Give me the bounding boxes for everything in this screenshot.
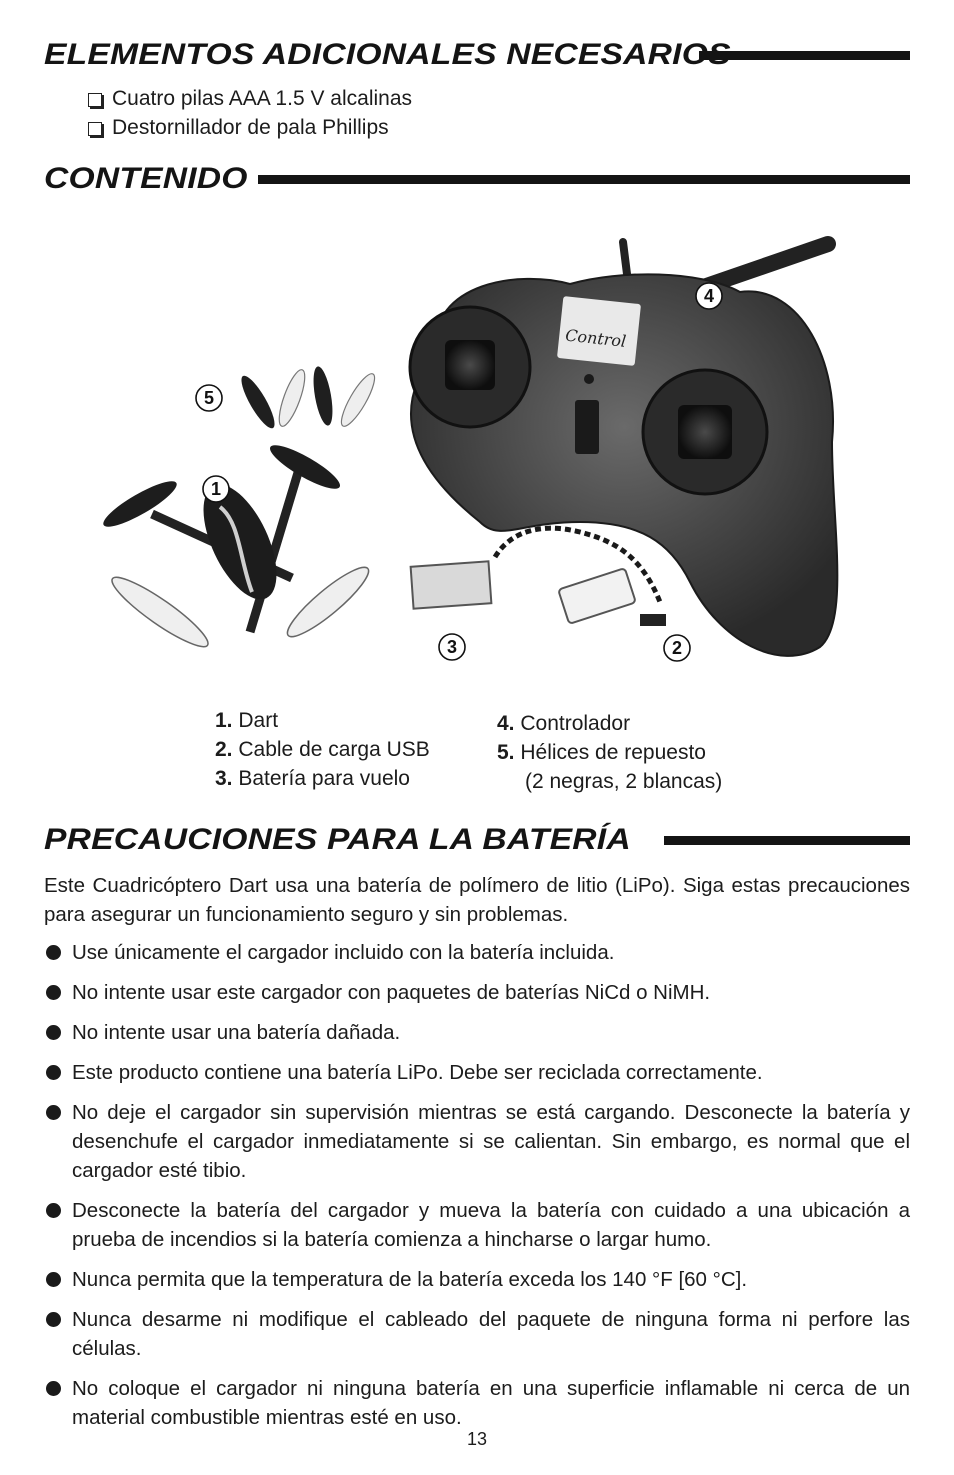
list-item: Desconecte la batería del cargador y mueva la batería con cuidado a una ubicación a prueba de incendios si la batería comienza a hincharse o largar humo. [44,1196,910,1254]
list-item [88,113,412,142]
bullet-icon [46,1065,61,1080]
battery-intro: Este Cuadricóptero Dart usa una batería de polímero de litio (LiPo). Siga estas precauciones para asegurar un funcionamiento seguro y sin problemas. [44,874,910,926]
list-item: No intente usar este cargador con paquetes de baterías NiCd o NiMH. [44,978,910,1007]
list-item-text: Destornillador de pala Phillips [112,116,389,139]
list-item: Use únicamente el cargador incluido con la batería incluida. [44,938,910,967]
page-number: 13 [466,1429,488,1449]
legend-item: 4. Controlador [497,712,631,735]
product-photo [80,222,850,692]
bullet-icon [46,1025,61,1040]
callout-2: 2 [671,638,683,658]
heading-rule [664,836,910,845]
legend-item: (2 negras, 2 blancas) [525,770,723,793]
list-item: No intente usar una batería dañada. [44,1018,910,1047]
callout-1: 1 [210,479,222,499]
bullet-icon [46,1272,61,1287]
callout-3: 3 [446,637,458,657]
callout-5: 5 [203,388,215,408]
quadcopter-image [99,438,376,655]
controller-brand-label: Control [564,325,628,351]
bullet-icon [46,945,61,960]
list-item [88,84,412,113]
legend-left [215,706,430,793]
checkbox-icon [88,93,102,107]
legend-right [497,709,722,796]
heading-additional-title: ELEMENTOS ADICIONALES NECESARIOS [44,38,731,71]
bullet-icon [46,1203,61,1218]
battery-precautions-list [44,938,910,1443]
legend-item: 5. Hélices de repuesto [497,741,706,764]
list-item: Nunca permita que la temperatura de la batería exceda los 140 °F [60 °C]. [44,1265,910,1294]
heading-contents [44,162,910,196]
list-item: Nunca desarme ni modifique el cableado del paquete de ninguna forma ni perfore las células. [44,1305,910,1363]
heading-contents-title: CONTENIDO [44,162,248,195]
checkbox-icon [88,122,102,136]
legend-item: 2. Cable de carga USB [215,738,430,761]
legend-item: 1. Dart [215,709,279,732]
spare-propellers-image [236,365,380,432]
bullet-icon [46,1105,61,1120]
heading-battery [44,823,910,857]
list-item: Este producto contiene una batería LiPo. Debe ser reciclada correctamente. [44,1058,910,1087]
list-item: No deje el cargador sin supervisión mientras se está cargando. Desconecte la batería y desenchufe el cargador inmediatamente si se calientan. Sin embargo, es normal que el cargador esté tibio. [44,1098,910,1185]
heading-rule [699,51,910,60]
heading-battery-title: PRECAUCIONES PARA LA BATERÍA [44,823,631,856]
list-item: No coloque el cargador ni ninguna batería en una superficie inflamable ni cerca de un material combustible mientras esté en uso. [44,1374,910,1432]
heading-additional [44,38,910,72]
bullet-icon [46,1381,61,1396]
required-items-list [88,84,412,142]
heading-rule [258,175,910,184]
flight-battery-image [411,561,492,608]
bullet-icon [46,1312,61,1327]
list-item-text: Cuatro pilas AAA 1.5 V alcalinas [112,87,413,110]
bullet-icon [46,985,61,1000]
usb-cable-image [495,528,666,626]
legend-item: 3. Batería para vuelo [215,767,410,790]
callout-4: 4 [703,286,715,306]
